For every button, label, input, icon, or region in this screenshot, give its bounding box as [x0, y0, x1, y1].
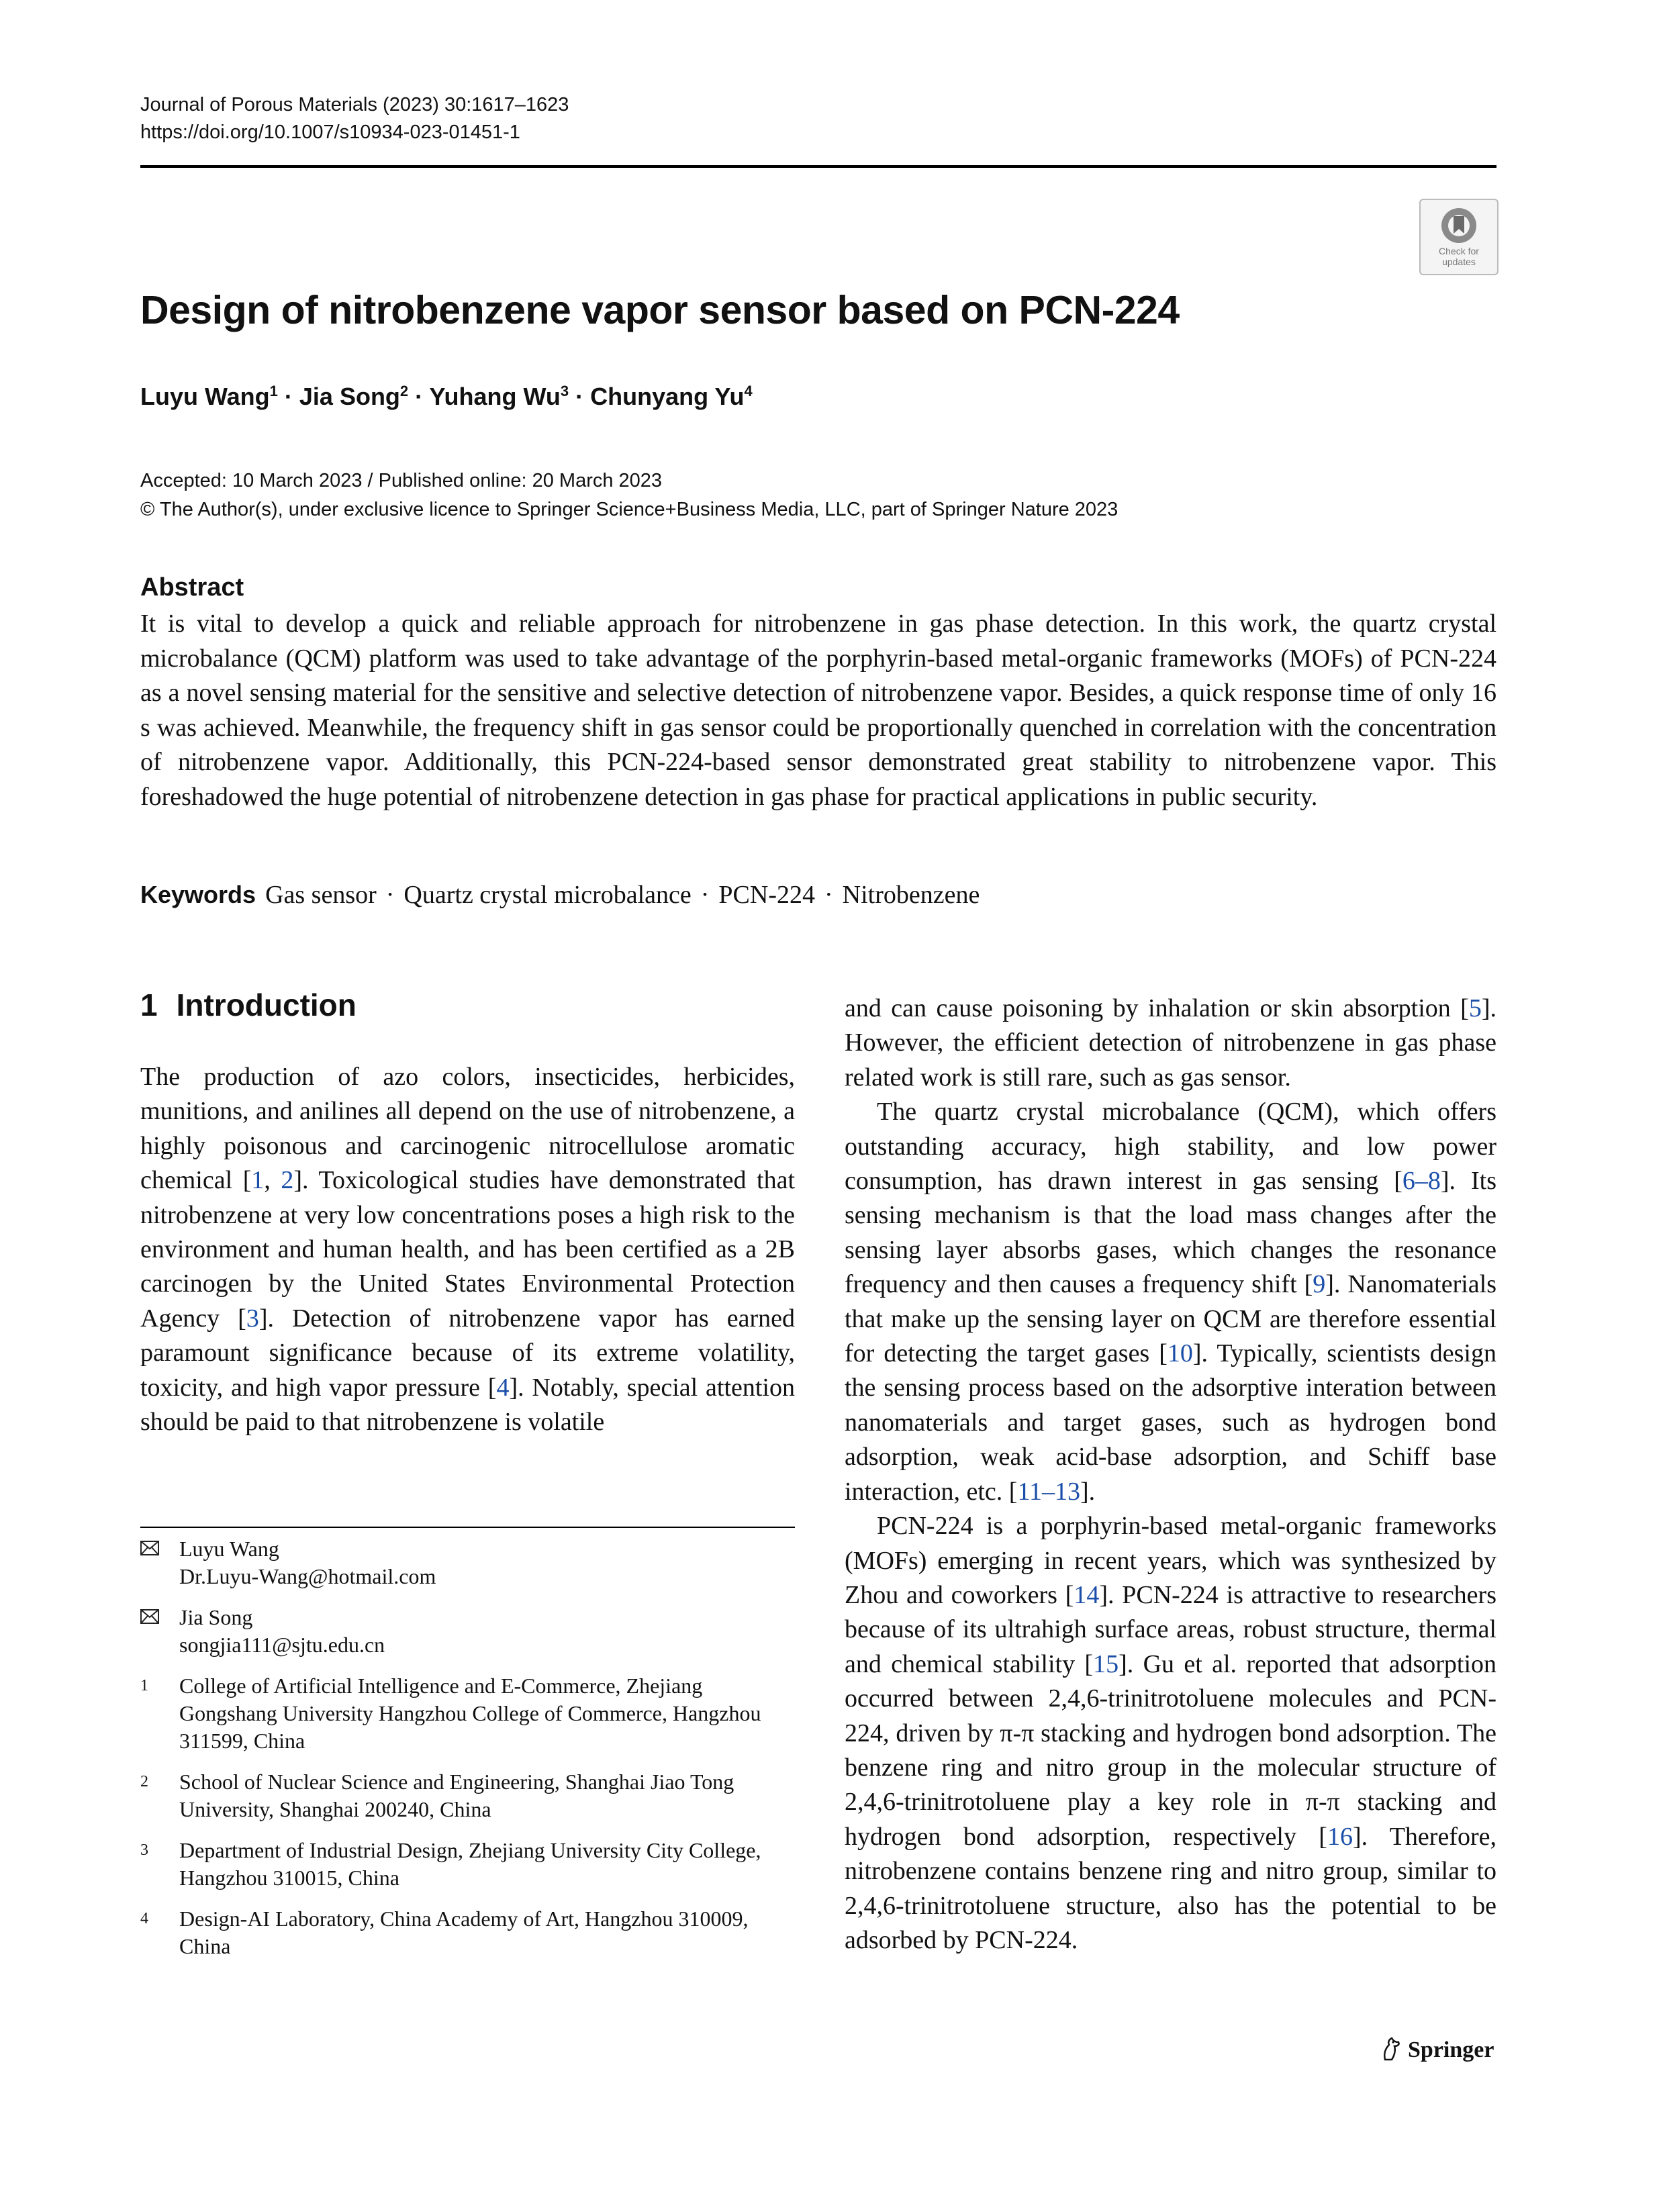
author-separator: · [569, 383, 591, 410]
publisher-logo [1380, 2037, 1494, 2063]
affiliation-marker: 1 [269, 383, 278, 399]
citation-link[interactable]: 14 [1074, 1580, 1100, 1609]
envelope-icon [140, 1609, 159, 1624]
bookmark-icon [1440, 207, 1478, 244]
author-list [140, 383, 753, 411]
affiliation-number: 4 [140, 1910, 148, 1927]
keyword: PCN-224 [718, 881, 815, 909]
footnotes [140, 1535, 795, 1974]
intro-left-column [140, 1060, 795, 1439]
keywords-label: Keywords [140, 881, 256, 908]
badge-line-2: updates [1442, 256, 1476, 267]
text-run: ]. Typically, scientists design the sensing process based on the adsorptive interation between nanomaterials and target gases, such as hydrogen bond adsorption, weak acid-base adsorption, and Schiff base interaction, etc. [ [845, 1339, 1496, 1506]
keyword: Quartz crystal microbalance [403, 881, 692, 909]
contact-email[interactable]: songjia111@sjtu.edu.cn [179, 1633, 385, 1657]
keyword-separator: · [700, 881, 710, 909]
text-run: PCN-224 is a porphyrin-based metal-organic frameworks (MOFs) emerging in recent years, which was synthesized by Zhou and coworkers [ [845, 1512, 1496, 1609]
keywords [140, 880, 980, 910]
author-name[interactable]: Chunyang Yu [590, 383, 745, 410]
section-number: 1 [140, 988, 158, 1022]
citation-link[interactable]: 11–13 [1017, 1477, 1081, 1506]
text-run: ]. Nanomaterials that make up the sensing layer on QCM are therefore essential for detecting the target gases [ [845, 1270, 1497, 1368]
doi-link[interactable]: https://doi.org/10.1007/s10934-023-01451-1 [140, 122, 520, 143]
contact-email[interactable]: Dr.Luyu-Wang@hotmail.com [179, 1564, 436, 1588]
author-separator: · [277, 383, 299, 410]
intro-paragraph [845, 1509, 1496, 1958]
envelope-icon [140, 1541, 159, 1555]
header-rule [140, 165, 1496, 168]
intro-paragraph [140, 1060, 795, 1439]
text-run: ]. However, the efficient detection of nitrobenzene in gas phase related work is still rare, such as gas sensor. [845, 994, 1496, 1092]
keyword: Nitrobenzene [842, 881, 980, 909]
contact-name: Jia Song [179, 1605, 253, 1629]
author-separator: · [408, 383, 430, 410]
affiliation-entry [140, 1768, 795, 1823]
citation-link[interactable]: 16 [1327, 1822, 1353, 1851]
keyword-separator: · [824, 881, 833, 909]
citation-link[interactable]: 15 [1093, 1649, 1119, 1678]
section-heading-introduction [140, 987, 356, 1023]
abstract-text: It is vital to develop a quick and reliable approach for nitrobenzene in gas phase detection. In this work, the quartz crystal microbalance (QCM) platform was used to take advantage of the porphyrin-based metal-organic frameworks (MOFs) of PCN-224 as a novel sensing material for the sensitive and selective detection of nitrobenzene vapor. Besides, a quick response time of only 16 s was achieved. Meanwhile, the frequency shift in gas sensor could be proportionally quenched in correlation with the concentration of nitrobenzene vapor. Additionally, this PCN-224-based sensor demonstrated great stability to nitrobenzene vapor. This foreshadowed the huge potential of nitrobenzene detection in gas phase for practical applications in public security. [140, 610, 1496, 811]
journal-citation: Journal of Porous Materials (2023) 30:1617–1623 [140, 94, 569, 115]
affiliation-entry [140, 1672, 795, 1755]
text-run: , [264, 1166, 281, 1195]
affiliation-text: College of Artificial Intelligence and E-Commerce, Zhejiang Gongshang University Hangzhou College of Commerce, Hangzhou 311599, China [179, 1674, 761, 1753]
abstract-heading: Abstract [140, 573, 244, 602]
citation-link[interactable]: 2 [281, 1166, 294, 1195]
intro-paragraph [845, 1095, 1496, 1509]
text-run: ]. Detection of nitrobenzene vapor has earned paramount significance because of its extreme volatility, toxicity, and high vapor pressure [ [140, 1304, 795, 1402]
accepted-published-dates: Accepted: 10 March 2023 / Published online: 20 March 2023 [140, 470, 663, 491]
citation-link[interactable]: 6–8 [1402, 1167, 1441, 1196]
badge-line-1: Check for [1439, 246, 1479, 256]
keyword: Gas sensor [265, 881, 377, 909]
text-run: ]. Notably, special attention should be paid to that nitrobenzene is volatile [140, 1373, 795, 1437]
contact-name: Luyu Wang [179, 1537, 279, 1561]
affiliation-marker: 3 [560, 383, 569, 399]
journal-header [140, 91, 569, 146]
text-run: ]. Gu et al. reported that adsorption occurred between 2,4,6-trinitrotoluene molecules and PCN-224, driven by π-π stacking and hydrogen bond adsorption. The benzene ring and nitro group in the molecular structure of 2,4,6-trinitrotoluene play a key role in π-π stacking and hydrogen bond adsorption, respectively [ [845, 1649, 1497, 1851]
citation-link[interactable]: 9 [1313, 1270, 1326, 1299]
copyright-notice: © The Author(s), under exclusive licence to Springer Science+Business Media, LLC, part of Springer Nature 2023 [140, 499, 1119, 520]
keyword-separator: · [385, 881, 395, 909]
affiliation-number: 1 [140, 1677, 148, 1694]
text-run: ]. Toxicological studies have demonstrated that nitrobenzene at very low concentrations poses a high risk to the environment and human health, and has been certified as a 2B carcinogen by the United States Environmental Protection Agency [ [140, 1166, 796, 1333]
text-run: ]. Its sensing mechanism is that the load mass changes after the sensing layer absorbs gases, which changes the resonance frequency and then causes a frequency shift [ [845, 1167, 1496, 1299]
text-run: ]. [1080, 1477, 1096, 1506]
publisher-name: Springer [1408, 2037, 1494, 2062]
affiliation-marker: 4 [744, 383, 753, 399]
text-run: ]. Therefore, nitrobenzene contains benzene ring and nitro group, similar to 2,4,6-trinitrotoluene structure, also has the potential to be adsorbed by PCN-224. [845, 1822, 1496, 1954]
text-run: The production of azo colors, insecticides, herbicides, munitions, and anilines all depend on the use of nitrobenzene, a highly poisonous and carcinogenic nitrocellulose aromatic chemical [ [140, 1063, 795, 1195]
article-title: Design of nitrobenzene vapor sensor based on PCN-224 [140, 288, 1180, 332]
citation-link[interactable]: 4 [496, 1373, 510, 1402]
author-name[interactable]: Yuhang Wu [429, 383, 561, 410]
citation-link[interactable]: 10 [1167, 1339, 1193, 1368]
affiliation-number: 2 [140, 1773, 148, 1790]
affiliation-number: 3 [140, 1841, 148, 1859]
check-for-updates-badge[interactable] [1419, 199, 1498, 275]
contact-entry [140, 1604, 795, 1659]
author-name[interactable]: Luyu Wang [140, 383, 270, 410]
contact-entry [140, 1535, 795, 1590]
affiliation-text: School of Nuclear Science and Engineering, Shanghai Jiao Tong University, Shanghai 200240, China [179, 1770, 734, 1821]
affiliation-text: Department of Industrial Design, Zhejiang University City College, Hangzhou 310015, China [179, 1838, 761, 1890]
affiliation-entry [140, 1905, 795, 1960]
section-title: Introduction [176, 988, 356, 1022]
intro-paragraph [845, 992, 1496, 1095]
citation-link[interactable]: 1 [251, 1166, 265, 1195]
author-name[interactable]: Jia Song [299, 383, 400, 410]
springer-horse-icon [1380, 2037, 1402, 2061]
citation-link[interactable]: 5 [1468, 994, 1482, 1022]
citation-link[interactable]: 3 [246, 1304, 259, 1333]
publication-dates [140, 467, 1118, 524]
intro-right-column [845, 992, 1496, 1958]
text-run: The quartz crystal microbalance (QCM), which offers outstanding accuracy, high stability, and low power consumption, has drawn interest in gas sensing [ [845, 1098, 1496, 1196]
footnote-rule [140, 1527, 795, 1528]
affiliation-entry [140, 1837, 795, 1892]
affiliation-text: Design-AI Laboratory, China Academy of Art, Hangzhou 310009, China [179, 1907, 749, 1958]
affiliation-marker: 2 [399, 383, 409, 399]
text-run: and can cause poisoning by inhalation or skin absorption [ [845, 994, 1469, 1022]
text-run: ]. PCN-224 is attractive to researchers because of its ultrahigh surface areas, robust structure, thermal and chemical stability [ [845, 1580, 1496, 1678]
